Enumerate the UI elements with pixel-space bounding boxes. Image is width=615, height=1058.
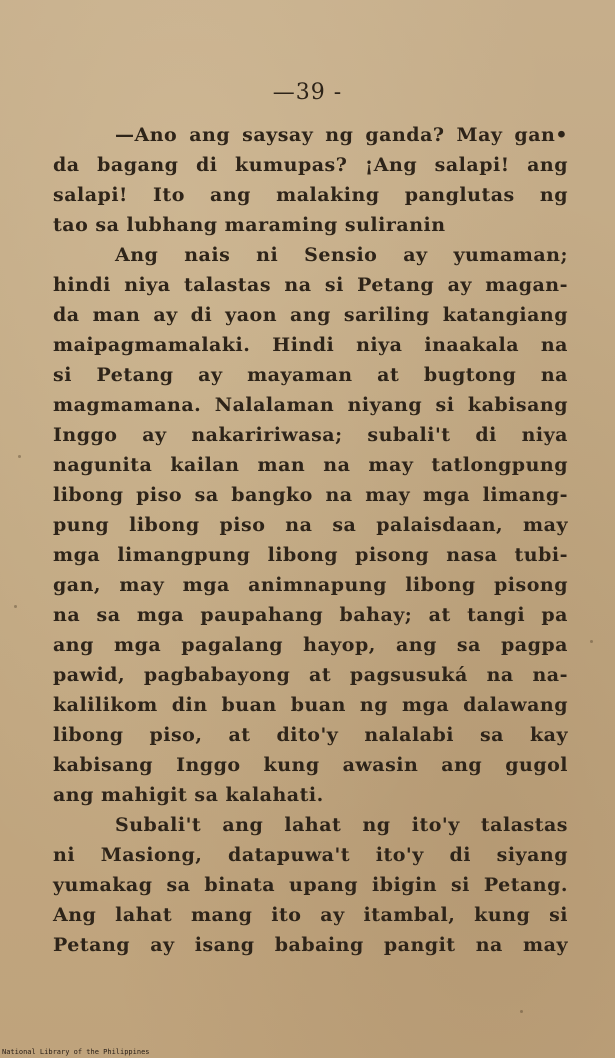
paper-speck	[18, 455, 21, 458]
text-line: Ang lahat mang ito ay itambal, kung si	[53, 904, 568, 926]
text-line: gan, may mga animnapung libong pisong	[53, 574, 568, 596]
text-line: libong piso, at dito'y nalalabi sa kay	[53, 724, 568, 746]
text-line: tao sa lubhang maraming suliranin	[53, 214, 446, 236]
text-line: libong piso sa bangko na may mga limang-	[53, 484, 568, 506]
text-line: ni Masiong, datapuwa't ito'y di siyang	[53, 844, 568, 866]
text-line: Ang nais ni Sensio ay yumaman;	[115, 244, 568, 266]
body-text	[53, 120, 568, 960]
text-line: Inggo ay nakaririwasa; subali't di niya	[53, 424, 568, 446]
text-line: nagunita kailan man na may tatlongpung	[53, 454, 568, 476]
text-line: pawid, pagbabayong at pagsusuká na na-	[53, 664, 568, 686]
text-line: kalilikom din buan buan ng mga dalawang	[53, 694, 568, 716]
text-line: si Petang ay mayaman at bugtong na	[53, 364, 568, 386]
paper-speck	[14, 605, 17, 608]
text-line: da bagang di kumupas? ¡Ang salapi! ang	[53, 154, 568, 176]
text-line: mga limangpung libong pisong nasa tubi-	[53, 544, 568, 566]
text-line: Subali't ang lahat ng ito'y talastas	[115, 814, 568, 836]
paper-speck	[590, 640, 593, 643]
page-number: —39 -	[272, 80, 343, 105]
text-line: yumakag sa binata upang ibigin si Petang.	[53, 874, 568, 896]
text-line: pung libong piso na sa palaisdaan, may	[53, 514, 568, 536]
paper-speck	[520, 1010, 523, 1013]
text-line: kabisang Inggo kung awasin ang gugol	[53, 754, 568, 776]
text-line: ang mga pagalang hayop, ang sa pagpa	[53, 634, 568, 656]
text-line: Petang ay isang babaing pangit na may	[53, 934, 568, 956]
text-line: ang mahigit sa kalahati.	[53, 784, 324, 806]
text-line: maipagmamalaki. Hindi niya inaakala na	[53, 334, 568, 356]
text-line: da man ay di yaon ang sariling katangiang	[53, 304, 568, 326]
text-line: magmamana. Nalalaman niyang si kabisang	[53, 394, 568, 416]
text-line: hindi niya talastas na si Petang ay magan-	[53, 274, 568, 296]
library-footer: National Library of the Philippines	[2, 1048, 150, 1056]
text-line: salapi! Ito ang malaking panglutas ng	[53, 184, 568, 206]
text-line: na sa mga paupahang bahay; at tangi pa	[53, 604, 568, 626]
text-line: —Ano ang saysay ng ganda? May gan•	[115, 124, 568, 146]
